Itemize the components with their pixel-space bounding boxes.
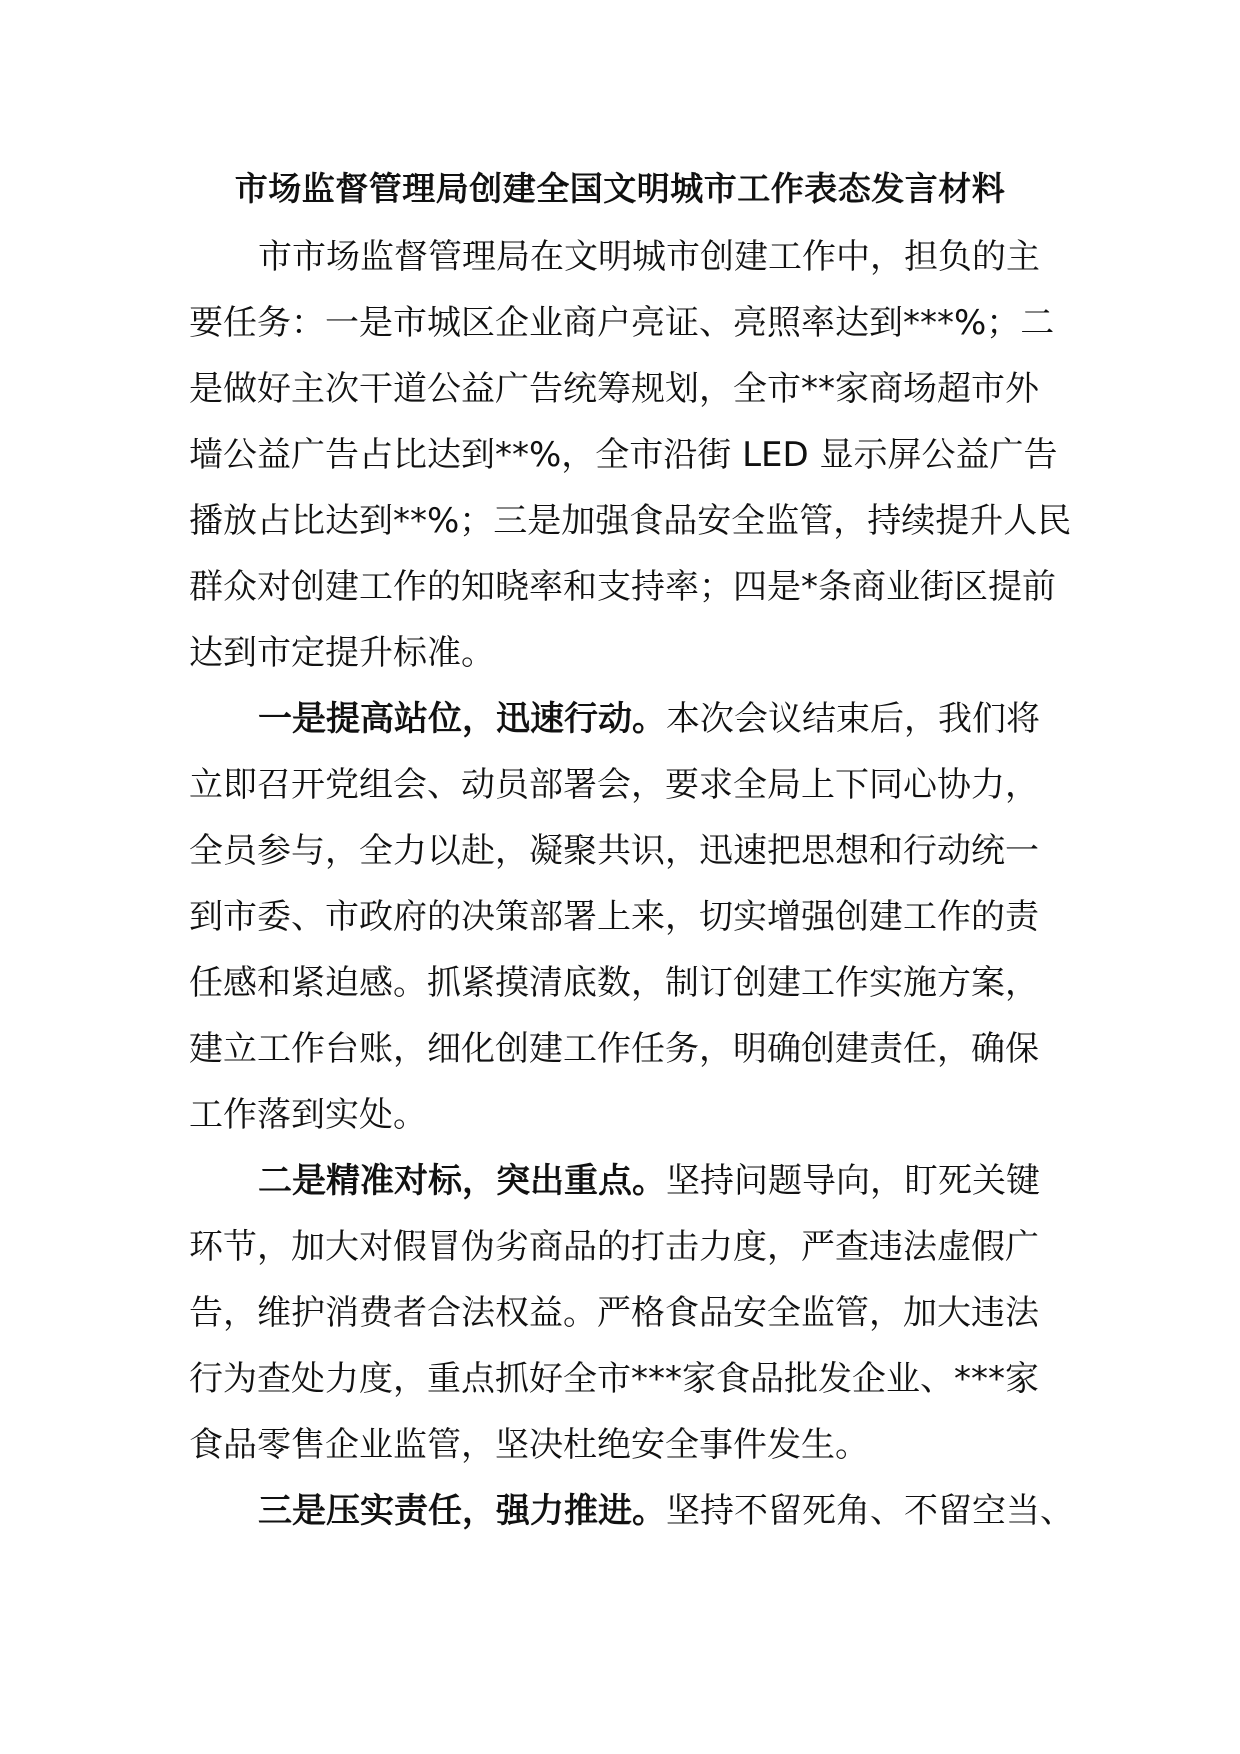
paragraph-line: 食品零售企业监管，坚决杜绝安全事件发生。 (189, 1425, 869, 1465)
paragraph-line: 环节，加大对假冒伪劣商品的打击力度，严查违法虚假广 (189, 1227, 1039, 1267)
document-title: 市场监督管理局创建全国文明城市工作表态发言材料 (234, 169, 1006, 208)
paragraph-line-text: 本次会议结束后，我们将 (666, 699, 1040, 739)
section-heading: 三是压实责任，强力推进。 (258, 1491, 666, 1531)
paragraph-line-text: 坚持问题导向，盯死关键 (666, 1161, 1040, 1201)
paragraph-first-line (189, 686, 1067, 752)
paragraph-line: 到市委、市政府的决策部署上来，切实增强创建工作的责 (189, 897, 1039, 937)
paragraph-line: 告，维护消费者合法权益。严格食品安全监管，加大违法 (189, 1293, 1039, 1333)
paragraph-line: 立即召开党组会、动员部署会，要求全局上下同心协力， (189, 765, 1039, 805)
paragraph-line: 任感和紧迫感。抓紧摸清底数，制订创建工作实施方案， (189, 963, 1039, 1003)
paragraph-line-text: 坚持不留死角、不留空当、 (666, 1491, 1074, 1531)
paragraph-line: 建立工作台账，细化创建工作任务，明确创建责任，确保 (189, 1029, 1039, 1069)
paragraph-line: 是做好主次干道公益广告统筹规划，全市**家商场超市外 (189, 369, 1039, 409)
paragraph-section-2 (189, 1148, 1067, 1478)
paragraph-line: 全员参与，全力以赴，凝聚共识，迅速把思想和行动统一 (189, 831, 1039, 871)
paragraph-intro (189, 224, 1072, 686)
paragraph-section-3 (189, 1478, 1074, 1544)
paragraph-line: 工作落到实处。 (189, 1095, 427, 1135)
paragraph-first-line (189, 1148, 1067, 1214)
paragraph-line: 市市场监督管理局在文明城市创建工作中，担负的主 (258, 237, 1040, 277)
document-body (189, 224, 1074, 1544)
paragraph-line: 行为查处力度，重点抓好全市***家食品批发企业、***家 (189, 1359, 1039, 1399)
paragraph-line: 群众对创建工作的知晓率和支持率；四是*条商业街区提前 (189, 567, 1056, 607)
paragraph-line: 墙公益广告占比达到**%，全市沿街 LED 显示屏公益广告 (189, 435, 1058, 475)
paragraph-section-1 (189, 686, 1067, 1148)
paragraph-first-line (189, 1478, 1074, 1544)
section-heading: 二是精准对标，突出重点。 (258, 1161, 666, 1201)
paragraph-line: 要任务：一是市城区企业商户亮证、亮照率达到***%；二 (189, 303, 1055, 343)
section-heading: 一是提高站位，迅速行动。 (258, 699, 666, 739)
paragraph-line: 达到市定提升标准。 (189, 633, 495, 673)
paragraph-line: 播放占比达到**%；三是加强食品安全监管，持续提升人民 (189, 501, 1072, 541)
